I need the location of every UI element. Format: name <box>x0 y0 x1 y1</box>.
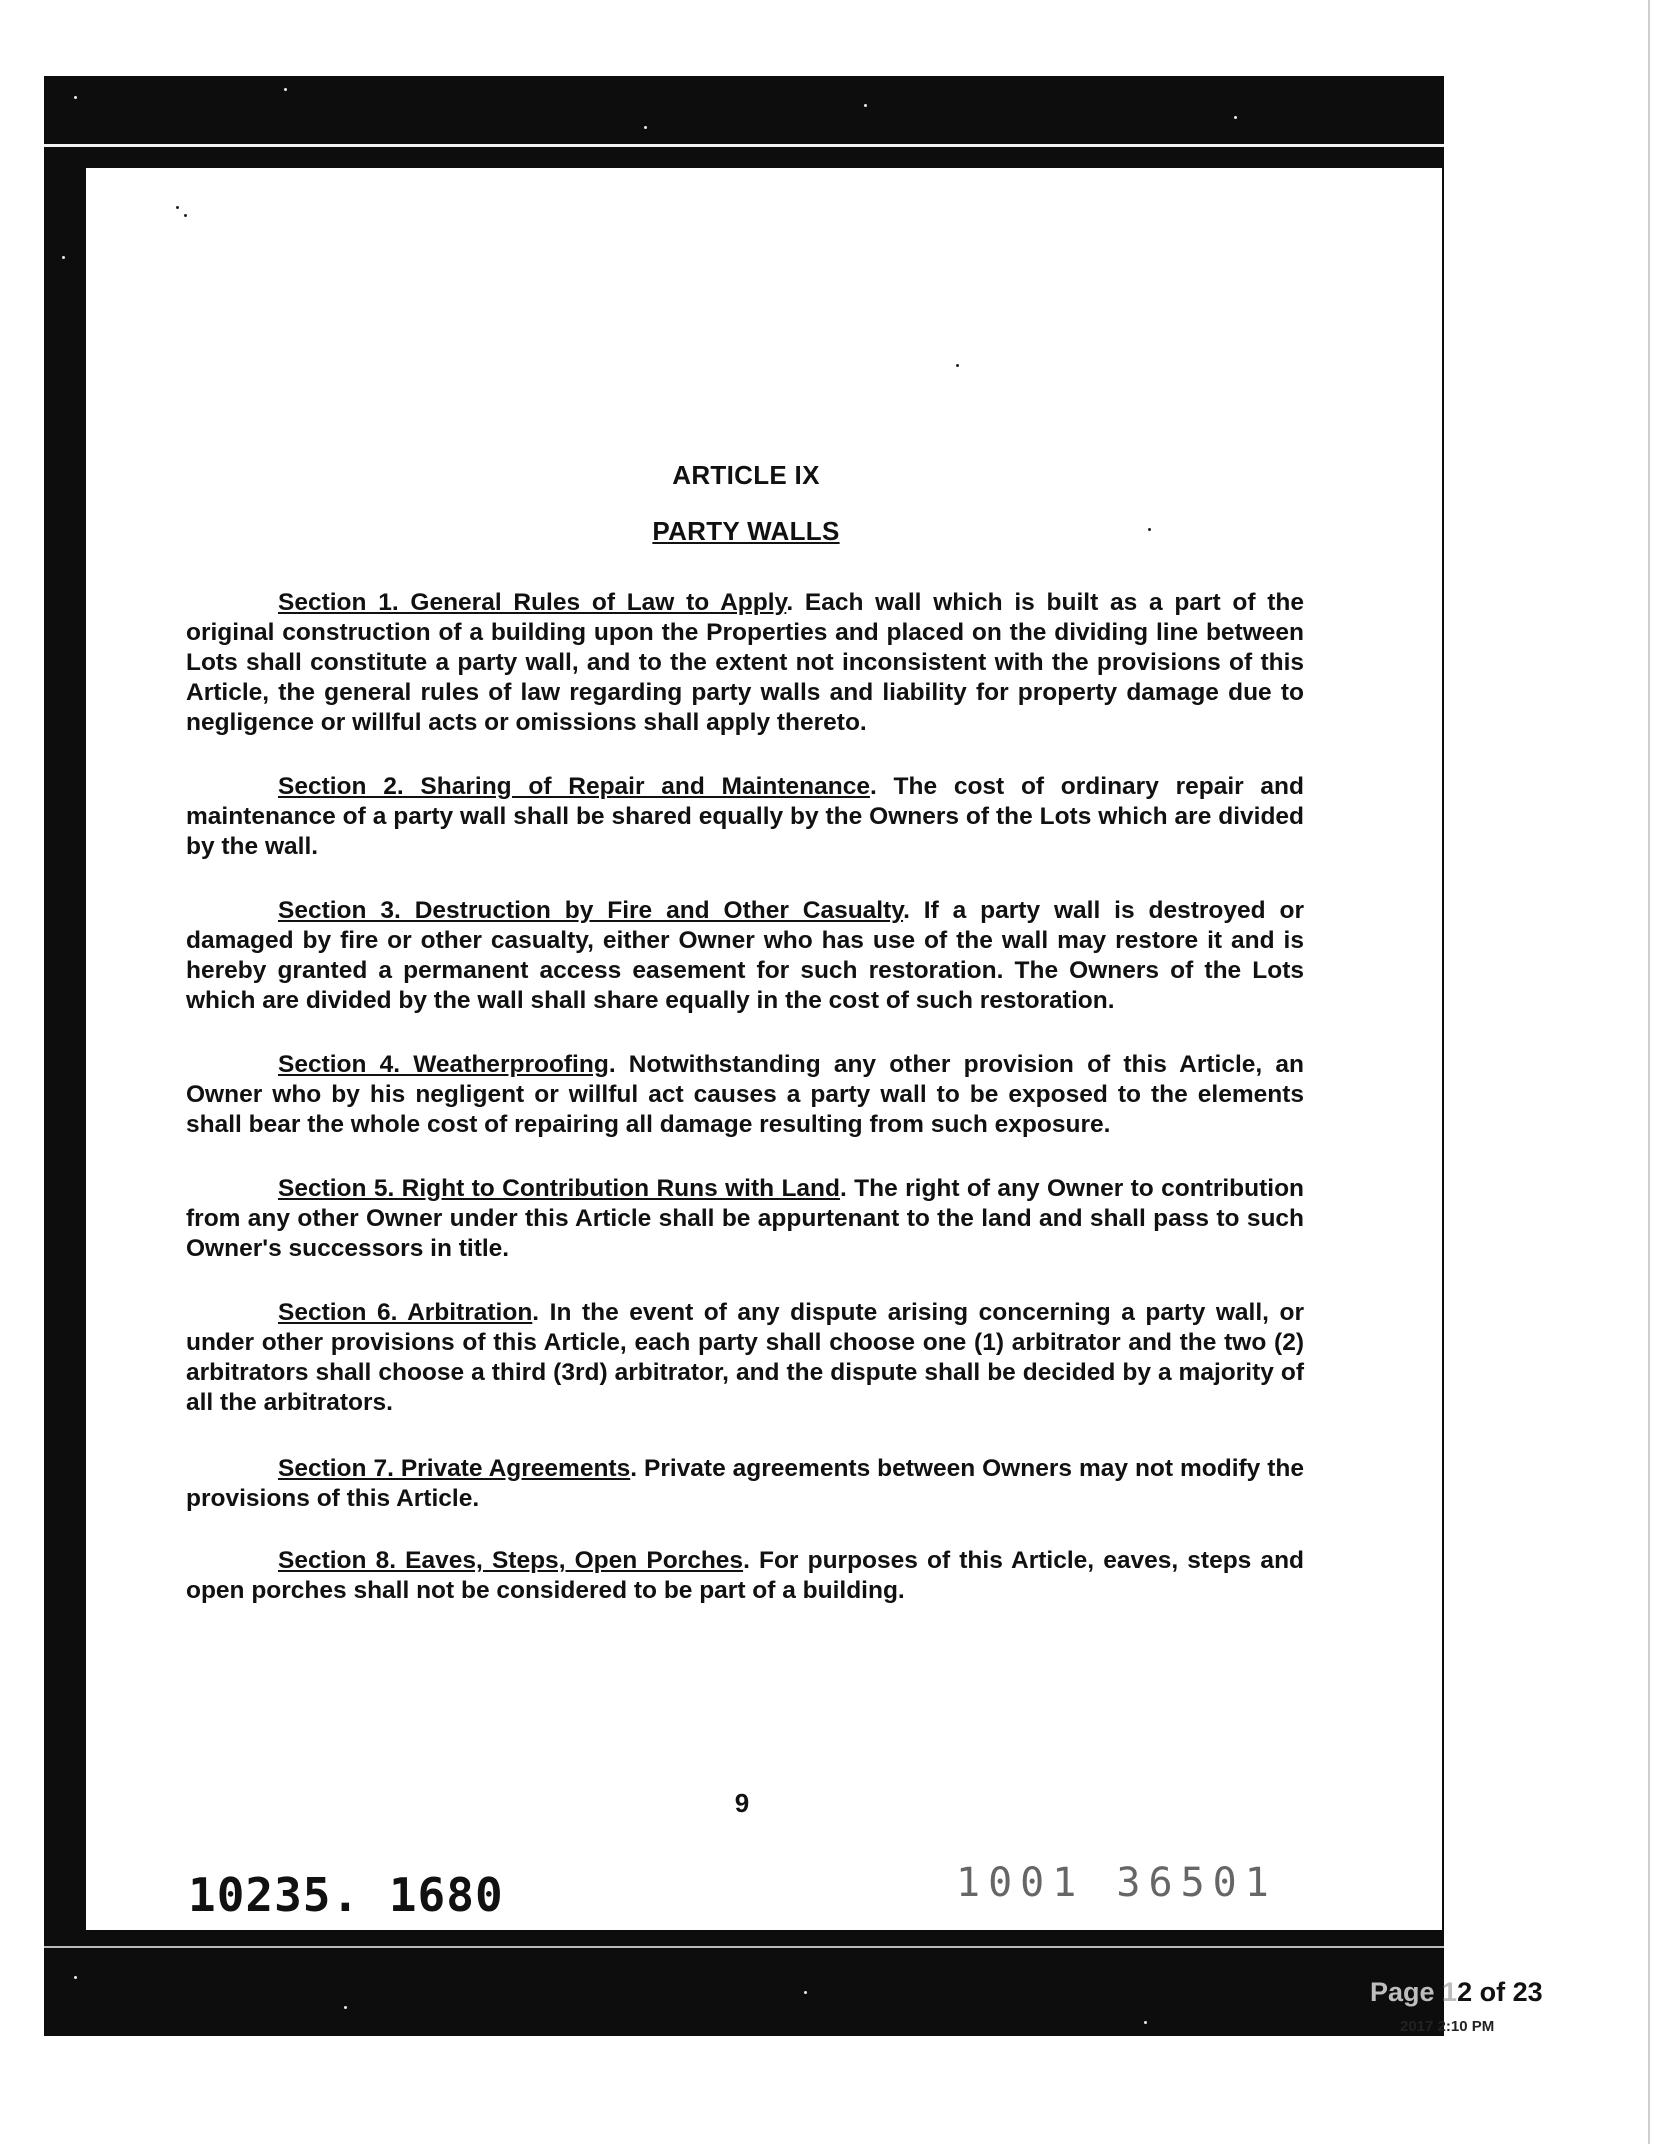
section-7-body: . Private agreements between Owners may not modify the provisions of this Article. <box>186 1455 1305 1512</box>
section-1-body: . Each wall which is built as a part of the original construction of a building upon the Properties and placed on the dividing line between Lots shall constitute a party wall, and to the extent not inconsistent with the provisions of this Article, the general rules of law regarding party walls and liability for property damage due to negligence or willful acts or omissions shall apply thereto. <box>186 589 1304 736</box>
page-counter-value: 2 of 23 <box>1457 1977 1543 2007</box>
scan-speck <box>284 88 287 91</box>
section-6-body: . In the event of any dispute arising concerning a party wall, or under other provisions of this Article, each party shall choose one (1) arbitrator and the two (2) arbitrators shall choose a third (3rd) arbitrator, and the dispute shall be decided by a majority of all the arbitrators. <box>186 1299 1304 1416</box>
article-title: PARTY WALLS <box>652 516 840 546</box>
section-3-title: Section 3. Destruction by Fire and Other Casualty <box>278 897 904 924</box>
section-4 <box>186 1050 1304 1140</box>
section-4-body: . Notwithstanding any other provision of this Article, an Owner who by his negligent or willful act causes a party wall to be exposed to the elements shall bear the whole cost of repairing all damage resulting from such exposure. <box>186 1051 1304 1138</box>
scan-mark <box>956 364 959 367</box>
section-3 <box>186 896 1304 1016</box>
page-counter <box>1370 1977 1543 2008</box>
section-1-title: Section 1. General Rules of Law to Apply <box>278 589 787 616</box>
page-edge-rule <box>1648 0 1650 2144</box>
scan-speck <box>344 2006 347 2009</box>
section-5-body: . The right of any Owner to contribution from any other Owner under this Article shall be appurtenant to the land and shall pass to such Owner's successors in title. <box>186 1175 1304 1262</box>
document-page <box>86 168 1442 1930</box>
section-2-body: . The cost of ordinary repair and maintenance of a party wall shall be shared equally by the Owners of the Lots which are divided by the wall. <box>186 773 1304 860</box>
scan-mark <box>184 214 187 217</box>
section-8 <box>186 1546 1304 1606</box>
frame-bottom-line <box>44 1946 1444 1948</box>
scan-speck <box>62 256 65 259</box>
section-5-title: Section 5. Right to Contribution Runs with Land <box>278 1175 840 1202</box>
scan-speck <box>644 126 647 129</box>
article-heading: ARTICLE IX <box>672 460 820 490</box>
frame-top-line <box>44 144 1444 147</box>
scan-speck <box>1144 2021 1147 2024</box>
section-4-title: Section 4. Weatherproofing <box>278 1051 609 1078</box>
section-6 <box>186 1298 1304 1418</box>
recording-number-right: 1001 36501 <box>956 1860 1277 1906</box>
scan-speck <box>1234 116 1237 119</box>
section-3-body: . If a party wall is destroyed or damaged by fire or other casualty, either Owner who has use of the wall may restore it and is hereby granted a permanent access easement for such restoration. The Owners of the Lots which are divided by the wall shall share equally in the cost of such restoration. <box>186 897 1304 1014</box>
print-timestamp: 2017 2:10 PM <box>1400 2018 1495 2035</box>
section-2-title: Section 2. Sharing of Repair and Maintenance <box>278 773 870 800</box>
section-8-title: Section 8. Eaves, Steps, Open Porches <box>278 1547 744 1574</box>
scan-mark <box>176 206 179 209</box>
page-counter-label: Page 1 <box>1370 1977 1458 2007</box>
section-1 <box>186 588 1304 738</box>
section-5 <box>186 1174 1304 1264</box>
scan-speck <box>74 96 77 99</box>
page-number: 9 <box>734 1788 750 1818</box>
section-2 <box>186 772 1304 862</box>
section-7-title: Section 7. Private Agreements <box>278 1455 631 1482</box>
scan-speck <box>864 104 867 107</box>
recording-number-left: 10235. 1680 <box>188 1868 504 1922</box>
section-6-title: Section 6. Arbitration <box>278 1299 533 1326</box>
section-8-body: . For purposes of this Article, eaves, steps and open porches shall not be considered to be part of a building. <box>186 1547 1304 1604</box>
scan-speck <box>804 1991 807 1994</box>
section-7 <box>186 1454 1304 1514</box>
scanned-page-frame <box>44 76 1444 2036</box>
scan-speck <box>74 1976 77 1979</box>
